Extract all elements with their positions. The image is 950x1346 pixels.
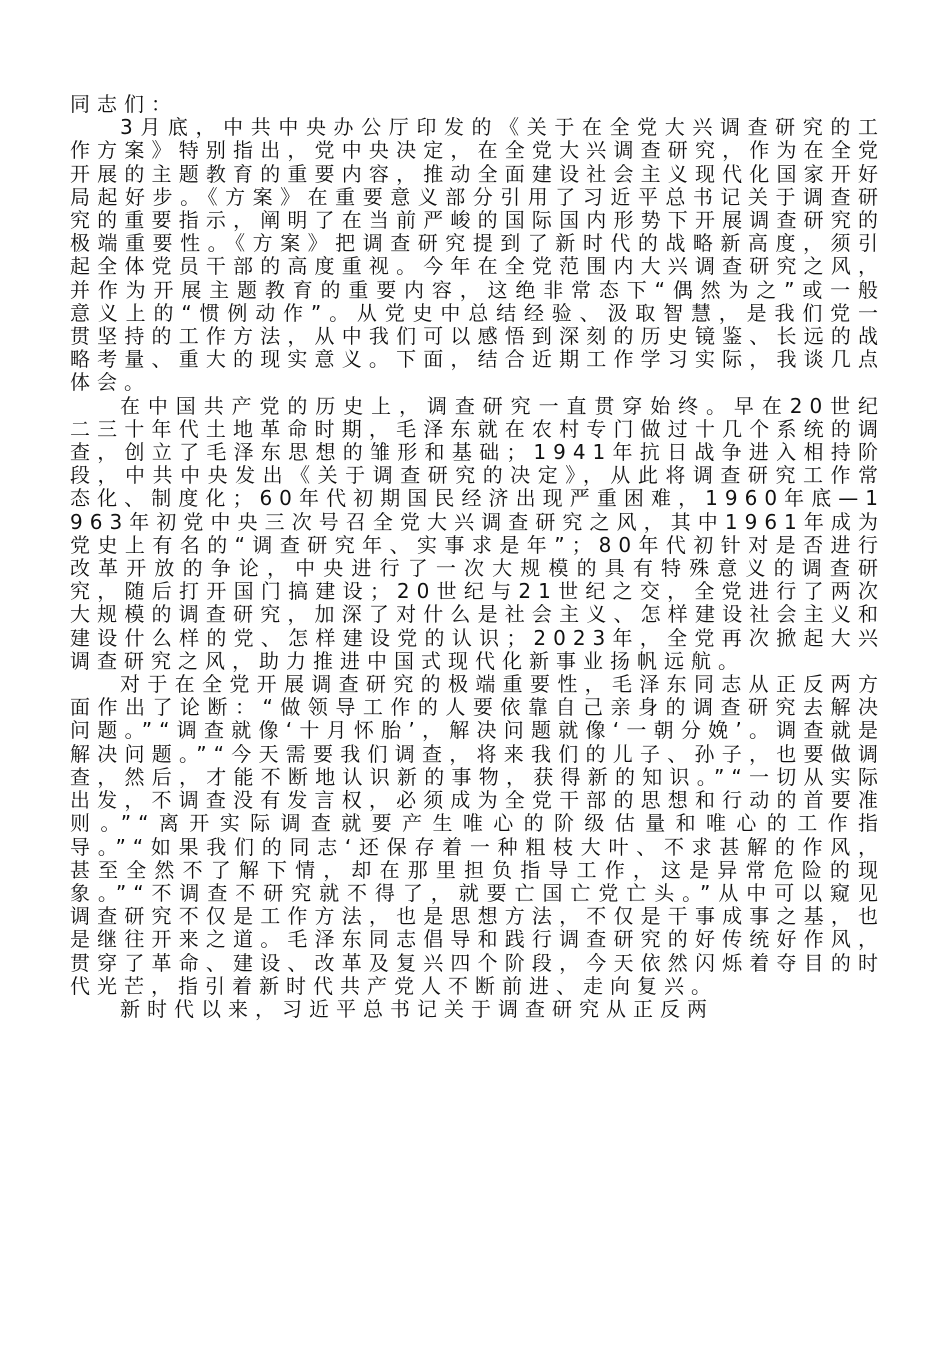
document-page [70, 93, 885, 1021]
paragraph-4: 新时代以来，习近平总书记关于调查研究从正反两 [120, 996, 714, 1021]
paragraph-3: 对于在全党开展调查研究的极端重要性，毛泽东同志从正反两方面作出了论断：“做领导工作的人要依靠自己亲身的调查研究去解决问题。”“调查就像‘十月怀胎’，解决问题就像‘一朝分娩’。调查就是解决问题。”“今天需要我们调查，将来我们的儿子、孙子，也要做调查，然后，才能不断地认识新的事物，获得新的知识。”“一切从实际出发，不调查没有发言权，必须成为全党干部的思想和行动的首要准则。”“离开实际调查就要产生唯心的阶级估量和唯心的工作指导。”“如果我们的同志‘还保存着一种粗枝大叶、不求甚解的作风，甚至全然不了解下情，却在那里担负指导工作，这是异常危险的现象。”“不调查不研究就不得了，就要亡国亡党亡头。”从中可以窥见调查研究不仅是工作方法，也是思想方法，不仅是干事成事之基，也是继往开来之道。毛泽东同志倡导和践行调查研究的好传统好作风，贯穿了革命、建设、改革及复兴四个阶段，今天依然闪烁着夺目的时代光芒，指引着新时代共产党人不断前进、走向复兴。 [70, 672, 885, 998]
paragraph-2: 在中国共产党的历史上，调查研究一直贯穿始终。早在20世纪二三十年代土地革命时期，毛泽东就在农村专门做过十几个系统的调查，创立了毛泽东思想的雏形和基础；1941年抗日战争进入相持阶段，中共中央发出《关于调查研究的决定》，从此将调查研究工作常态化、制度化；60年代初期国民经济出现严重困难，1960年底—1963年初党中央三次号召全党大兴调查研究之风，其中1961年成为党史上有名的“调查研究年、实事求是年”；80年代初针对是否进行改革开放的争论，中央进行了一次大规模的具有特殊意义的调查研究，随后打开国门搞建设；20世纪与21世纪之交，全党进行了两次大规模的调查研究，加深了对什么是社会主义、怎样建设社会主义和建设什么样的党、怎样建设党的认识；2023年，全党再次掀起大兴调查研究之风，助力推进中国式现代化新事业扬帆远航。 [70, 393, 885, 673]
salutation: 同志们： [70, 92, 178, 116]
paragraph-1: 3月底，中共中央办公厅印发的《关于在全党大兴调查研究的工作方案》特别指出，党中央决定，在全党大兴调查研究，作为在全党开展的主题教育的重要内容，推动全面建设社会主义现代化国家开好局起好步。《方案》在重要意义部分引用了习近平总书记关于调查研究的重要指示，阐明了在当前严峻的国际国内形势下开展调查研究的极端重要性。《方案》把调查研究提到了新时代的战略新高度，须引起全体党员干部的高度重视。今年在全党范围内大兴调查研究之风，并作为开展主题教育的重要内容，这绝非常态下“偶然为之”或一般意义上的“惯例动作”。从党史中总结经验、汲取智慧，是我们党一贯坚持的工作方法，从中我们可以感悟到深刻的历史镜鉴、长远的战略考量、重大的现实意义。下面，结合近期工作学习实际，我谈几点体会。 [70, 115, 885, 395]
